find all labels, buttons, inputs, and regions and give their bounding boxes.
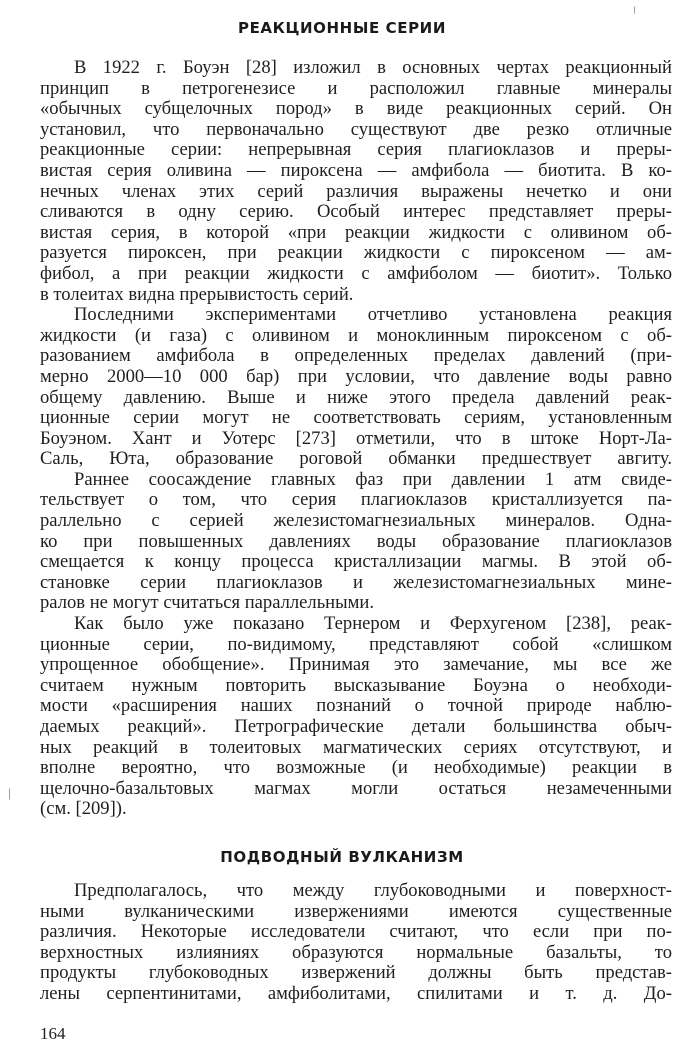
text-line: щелочно-базальтовых магмах могли остаться незамеченными [40, 777, 672, 799]
text-line: Как было уже показано Тернером и Ферхугеном [238], реак- [74, 613, 672, 635]
section-body-reaction-series [40, 58, 672, 820]
text-line: раллельно с серией железистомагнезиальных минералов. Одна- [40, 510, 672, 532]
text-line: общему давлению. Выше и ниже этого предела давлений реак- [40, 386, 672, 408]
text-line: реакционные серии: непрерывная серия плагиоклазов и преры- [40, 139, 672, 161]
text-line: верхностных излияниях образуются нормальные базальты, то [40, 941, 672, 963]
text-line: становке серии плагиоклазов и железистомагнезиальных мине- [40, 571, 672, 593]
text-line: лены серпентинитами, амфиболитами, спилитами и т. д. До- [40, 982, 672, 1004]
text-line: (см. [209]). [40, 798, 127, 820]
text-line: ко при повышенных давлениях воды образование плагиоклазов [40, 530, 672, 552]
text-line: Предполагалось, что между глубоководными и поверхност- [74, 880, 672, 901]
section-heading-underwater-volcanism: ПОДВОДНЫЙ ВУЛКАНИЗМ [220, 848, 464, 866]
text-line: упрощенное обобщение». Принимая это замечание, мы все же [40, 654, 672, 676]
text-line: ными вулканическими извержениями имеются существенные [40, 900, 672, 922]
text-line: установил, что первоначально существуют две резко отличные [40, 118, 672, 140]
paper-speck-mark [634, 6, 638, 14]
text-line: ных реакций в толеитовых магматических сериях отсутствуют, и [40, 736, 672, 758]
text-line: смещается к концу процесса кристаллизации магмы. В этой об- [40, 551, 672, 573]
text-line: даемых реакций». Петрографические детали большинства обыч- [40, 716, 672, 737]
paper-speck-mark [9, 788, 13, 800]
text-line: Раннее соосаждение главных фаз при давлении 1 атм свиде- [74, 468, 672, 490]
text-line: вистая серия, в которой «при реакции жидкости с оливином об- [40, 221, 672, 243]
page-number: 164 [40, 1024, 66, 1043]
text-line: Последними экспериментами отчетливо установлена реакция [74, 304, 672, 326]
text-line: считаем нужным повторить высказывание Боуэна о необходи- [40, 674, 672, 696]
text-line: вистая серия оливина — пироксена — амфибола — биотита. В ко- [40, 159, 672, 181]
text-line: тельствует о том, что серия плагиоклазов кристаллизуется па- [40, 489, 672, 511]
text-line: ционные серии, по-видимому, представляют собой «слишком [40, 633, 672, 655]
text-line: мерно 2000—10 000 бар) при условии, что давление воды равно [40, 365, 672, 387]
text-line: фибол, а при реакции жидкости с амфиболом — биотит». Только [40, 262, 672, 284]
section-body-underwater-volcanism [40, 881, 672, 1005]
text-line: сливаются в одну серию. Особый интерес представляет преры- [40, 201, 672, 223]
text-line: Боуэном. Хант и Уотерс [273] отметили, что в штоке Норт-Ла- [40, 427, 672, 449]
text-line: продукты глубоководных извержений должны быть представ- [40, 962, 672, 984]
text-line: ционные серии могут не соответствовать сериям, установленным [40, 407, 672, 429]
text-line: принцип в петрогенезисе и расположил главные минералы [40, 77, 672, 99]
text-line: различия. Некоторые исследователи считают, что если при по- [40, 921, 672, 943]
text-line: нечных членах этих серий различия выражены нечетко и они [40, 180, 672, 202]
text-line: Саль, Юта, образование роговой обманки предшествует авгиту. [40, 448, 672, 470]
text-line: разуется пироксен, при реакции жидкости с пироксеном — ам- [40, 242, 672, 264]
text-line: вполне вероятно, что возможные (и необходимые) реакции в [40, 757, 672, 779]
text-line: жидкости (и газа) с оливином и моноклинным пироксеном с об- [40, 324, 672, 346]
text-line: «обычных субщелочных пород» в виде реакционных серий. Он [40, 98, 672, 120]
section-heading-reaction-series: РЕАКЦИОННЫЕ СЕРИИ [237, 19, 446, 37]
text-line: В 1922 г. Боуэн [28] изложил в основных чертах реакционный [74, 57, 672, 78]
text-line: в толеитах видна прерывистость серий. [40, 283, 354, 305]
text-line: мости «расширения наших познаний о точной природе наблю- [40, 695, 672, 717]
text-line: ралов не могут считаться параллельными. [40, 592, 374, 614]
text-line: разованием амфибола в определенных пределах давлений (при- [40, 345, 672, 367]
